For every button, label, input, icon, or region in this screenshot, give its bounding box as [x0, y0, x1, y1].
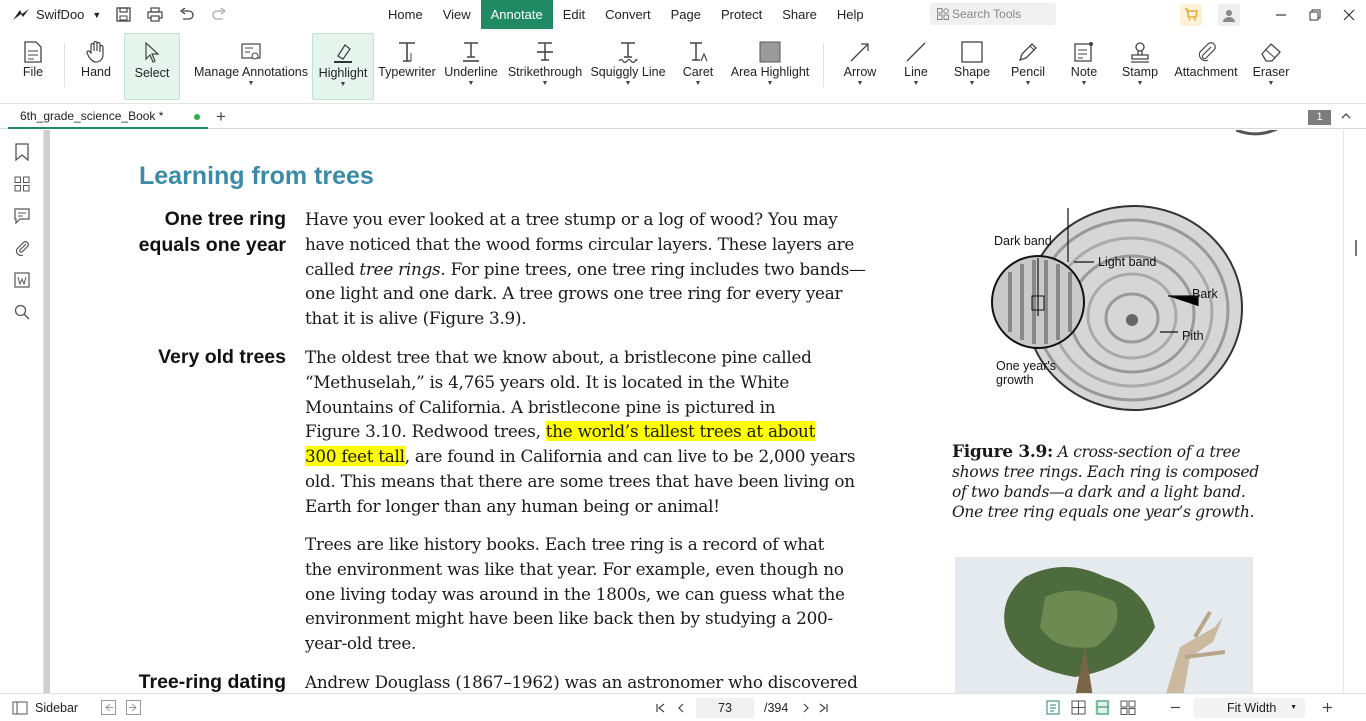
manage-annotations-dropdown-icon[interactable]: ▼ [247, 80, 255, 87]
text-line: that it is alive (Figure 3.9). [305, 308, 527, 329]
sidebar-toggle[interactable] [12, 694, 78, 721]
highlight-label: Highlight [318, 66, 368, 80]
area-highlight-icon [759, 41, 781, 63]
file-label: File [22, 65, 44, 79]
two-page-view-icon[interactable] [1071, 694, 1086, 721]
bookmark-icon[interactable] [12, 142, 32, 162]
highlight-dropdown-icon[interactable]: ▼ [339, 81, 347, 88]
text-run: . For pine trees, one tree ring includes two bands— [440, 258, 866, 279]
app-menu-caret-icon[interactable]: ▼ [92, 9, 102, 20]
shape-label: Shape [953, 65, 991, 79]
bristlecone-pine-photo [955, 557, 1253, 693]
zoom-out-icon[interactable] [1170, 694, 1181, 721]
sidehead-line: One tree ring [164, 208, 286, 230]
attachment-button[interactable] [1170, 33, 1242, 100]
left-sidebar [0, 130, 44, 693]
area-highlight-label: Area Highlight [730, 65, 810, 79]
paragraph-old-trees[interactable] [305, 345, 855, 519]
area-highlight-dropdown-icon[interactable]: ▼ [766, 80, 774, 87]
text-line: Mountains of California. A bristlecone pine is pictured in [305, 396, 776, 417]
note-label: Note [1070, 65, 1098, 79]
thumbnails-icon[interactable] [12, 174, 32, 194]
cursor-arrow-icon [144, 42, 160, 64]
typewriter-icon [397, 41, 417, 63]
ribbon-divider [823, 43, 824, 87]
menu-home[interactable]: Home [388, 7, 423, 22]
search-icon[interactable] [12, 302, 32, 322]
shape-button[interactable] [948, 33, 996, 100]
hand-label: Hand [81, 65, 111, 79]
highlight-button[interactable] [312, 33, 374, 100]
highlight-annotation[interactable]: the world’s tallest trees at about [545, 421, 816, 442]
eraser-button[interactable] [1248, 33, 1294, 100]
strikethrough-label: Strikethrough [507, 65, 583, 79]
pencil-button[interactable] [1006, 33, 1050, 100]
underline-icon [461, 41, 481, 63]
search-tools-icon [937, 8, 949, 20]
select-tool-button[interactable] [124, 33, 180, 100]
strikethrough-icon [535, 41, 555, 63]
document-tab-title: 6th_grade_science_Book * [20, 109, 164, 123]
hand-icon [86, 41, 106, 63]
arrow-label: Arrow [843, 65, 877, 79]
pith-mark [1126, 314, 1138, 326]
shape-dropdown-icon[interactable]: ▼ [968, 80, 976, 87]
vertical-scrollbar[interactable] [1343, 130, 1366, 693]
text-run: called [305, 258, 360, 279]
next-view-icon[interactable] [126, 694, 141, 721]
print-icon[interactable] [146, 6, 164, 24]
text-line: The oldest tree that we know about, a bristlecone pine called [305, 347, 812, 367]
sidebar-panel-icon [12, 701, 28, 715]
line-icon [905, 41, 927, 63]
text-line: Earth for longer than any human being or animal! [305, 495, 720, 516]
figure-label-light-band: Light band [1098, 255, 1157, 269]
swifdoo-logo-icon [12, 8, 30, 22]
zoom-value: Fit Width [1227, 700, 1277, 715]
squiggly-line-label: Squiggly Line [590, 65, 666, 79]
app-brand[interactable] [0, 7, 108, 22]
total-pages: /394 [764, 700, 789, 715]
unsaved-dot-icon [194, 114, 200, 120]
paperclip-icon [1195, 41, 1217, 63]
menu-help[interactable]: Help [836, 7, 864, 22]
line-label: Line [904, 65, 928, 79]
text-line: the environment was like that year. For example, even though no [305, 558, 844, 579]
previous-page-icon[interactable] [676, 694, 686, 721]
paragraph-tree-rings[interactable] [305, 207, 866, 331]
app-name: SwifDoo [36, 7, 85, 22]
pencil-icon [1017, 41, 1039, 63]
text-line: year-old tree. [305, 633, 417, 654]
squiggly-line-icon [617, 41, 639, 63]
note-dropdown-icon[interactable]: ▼ [1080, 80, 1088, 87]
menu-view[interactable]: View [442, 7, 471, 22]
pencil-dropdown-icon[interactable]: ▼ [1024, 80, 1032, 87]
underline-button[interactable] [442, 33, 500, 100]
pdf-page [50, 130, 1343, 693]
area-highlight-button[interactable] [728, 33, 812, 100]
arrow-icon [849, 41, 871, 63]
minimize-icon[interactable] [1264, 0, 1298, 29]
page-count-badge: 1 [1308, 110, 1331, 125]
squiggly-line-dropdown-icon[interactable]: ▼ [624, 80, 632, 87]
line-dropdown-icon[interactable]: ▼ [912, 80, 920, 87]
sidehead-tree-ring-dating: Tree-ring dating [138, 671, 286, 693]
figure-label-growth-1: One year's [996, 359, 1057, 373]
attachments-icon[interactable] [12, 238, 32, 258]
text-line: have noticed that the wood forms circular layers. These layers are [305, 233, 855, 254]
note-icon [1073, 41, 1095, 63]
stamp-icon [1129, 41, 1151, 63]
single-page-view-icon[interactable] [1046, 694, 1060, 721]
figure-label-growth-2: growth [996, 373, 1034, 387]
zoom-select-wrap [1193, 694, 1305, 721]
strikethrough-dropdown-icon[interactable]: ▼ [541, 80, 549, 87]
italic-term: tree rings [359, 258, 441, 279]
tree-cross-section-figure [970, 202, 1250, 412]
text-run: Figure 3.10. Redwood trees, [305, 421, 546, 442]
text-line: Andrew Douglass (1867–1962) was an astronomer who discovered [305, 672, 858, 692]
select-label: Select [134, 66, 170, 80]
manage-annotations-label: Manage Annotations [194, 65, 308, 79]
main-menu [378, 0, 874, 29]
attachment-label: Attachment [1174, 65, 1238, 79]
underline-dropdown-icon[interactable]: ▼ [467, 80, 475, 87]
first-page-icon[interactable] [656, 694, 666, 721]
close-icon[interactable] [1332, 0, 1366, 29]
menu-share[interactable]: Share [782, 7, 817, 22]
squiggly-line-button[interactable] [590, 33, 666, 100]
figure-caption-number: Figure 3.9: [952, 442, 1054, 462]
document-tab[interactable] [8, 104, 208, 129]
text-run: , are found in California and can live to be 2,000 years [404, 446, 856, 467]
sidehead-very-old-trees: Very old trees [158, 346, 286, 368]
figure-label-pith: Pith [1182, 329, 1204, 343]
caret-insert-icon [687, 41, 709, 63]
file-icon [24, 41, 42, 63]
title-bar [0, 0, 1366, 29]
zoom-select[interactable] [1193, 698, 1305, 718]
next-page-icon[interactable] [801, 694, 811, 721]
status-bar [0, 693, 1366, 720]
manage-annotations-button[interactable] [194, 33, 308, 100]
hand-tool-button[interactable] [74, 33, 118, 100]
zoom-dropdown-icon: ▼ [1290, 704, 1297, 711]
caret-dropdown-icon[interactable]: ▼ [694, 80, 702, 87]
paragraph-douglass[interactable] [305, 670, 858, 693]
search-tools-placeholder: Search Tools [952, 7, 1022, 21]
text-line: “Methuselah,” is 4,765 years old. It is located in the White [305, 371, 790, 392]
grid-view-icon[interactable] [1120, 694, 1136, 721]
strikethrough-button[interactable] [506, 33, 584, 100]
current-page-input[interactable]: 73 [696, 698, 754, 718]
cart-icon[interactable] [1180, 4, 1202, 26]
stamp-button[interactable] [1116, 33, 1164, 100]
sidehead-line: equals one year [138, 234, 286, 256]
note-button[interactable] [1064, 33, 1104, 100]
file-button[interactable] [12, 33, 54, 100]
highlight-annotation[interactable]: 300 feet tall [305, 446, 405, 467]
search-tools-input[interactable] [930, 3, 1056, 25]
undo-icon[interactable] [178, 6, 196, 24]
user-avatar-icon[interactable] [1218, 4, 1240, 26]
restore-icon[interactable] [1298, 0, 1332, 29]
text-line: Trees are like history books. Each tree ring is a record of what [305, 534, 825, 554]
typewriter-label: Typewriter [378, 65, 436, 79]
prev-view-icon[interactable] [101, 694, 116, 721]
figure-label-dark-band: Dark band [994, 234, 1052, 248]
stamp-label: Stamp [1121, 65, 1159, 79]
eraser-dropdown-icon[interactable]: ▼ [1267, 80, 1275, 87]
menu-convert[interactable]: Convert [605, 7, 651, 22]
menu-protect[interactable]: Protect [721, 7, 763, 22]
arrow-dropdown-icon[interactable]: ▼ [856, 80, 864, 87]
menu-page[interactable]: Page [670, 7, 701, 22]
section-heading: Learning from trees [139, 162, 374, 190]
highlighter-icon [332, 42, 354, 64]
collapse-chevron-icon[interactable] [1340, 109, 1352, 127]
sidehead-tree-ring [50, 206, 286, 258]
sidebar-label: Sidebar [35, 700, 79, 715]
menu-edit[interactable]: Edit [562, 7, 586, 22]
text-line: one light and one dark. A tree grows one tree ring for every year [305, 283, 843, 304]
eraser-icon [1260, 41, 1282, 63]
text-line [305, 444, 855, 469]
annotate-ribbon [0, 29, 1366, 104]
last-page-icon[interactable] [818, 694, 828, 721]
comments-icon[interactable] [12, 206, 32, 226]
arrow-button[interactable] [836, 33, 884, 100]
ribbon-divider [64, 43, 65, 87]
figure-caption [952, 442, 1262, 522]
zoom-in-icon[interactable] [1322, 694, 1333, 721]
menu-annotate[interactable]: Annotate [481, 0, 553, 29]
caret-button[interactable] [674, 33, 722, 100]
figure-caption-text: A cross-section of a tree shows tree rings. Each ring is composed of two bands—a dark and a light band. One tree ring equals one year’s growth. [952, 443, 1259, 521]
previous-figure-edge [1236, 130, 1336, 136]
text-line: one living today was around in the 1800s, we can guess what the [305, 583, 845, 604]
typewriter-button[interactable] [378, 33, 436, 100]
eraser-label: Eraser [1252, 65, 1290, 79]
pencil-label: Pencil [1010, 65, 1046, 79]
word-count-icon[interactable] [12, 270, 32, 290]
add-tab-icon[interactable]: + [216, 107, 226, 126]
document-tab-strip [0, 104, 1366, 129]
caret-label: Caret [682, 65, 714, 79]
text-line: old. This means that there are some trees that have been living on [305, 470, 855, 491]
save-icon[interactable] [114, 6, 132, 24]
redo-icon[interactable] [210, 6, 228, 24]
underline-label: Underline [444, 65, 498, 79]
scrollbar-thumb[interactable] [1355, 240, 1357, 256]
paragraph-history-books[interactable] [305, 532, 845, 656]
text-line [305, 257, 866, 282]
line-button[interactable] [896, 33, 936, 100]
continuous-view-icon[interactable] [1095, 694, 1110, 721]
figure-label-bark: Bark [1192, 287, 1218, 301]
text-line: Have you ever looked at a tree stump or a log of wood? You may [305, 209, 838, 229]
manage-annotations-icon [241, 43, 261, 63]
text-line: environment might have been like back then by studying a 200- [305, 608, 833, 629]
rectangle-shape-icon [961, 41, 983, 63]
stamp-dropdown-icon[interactable]: ▼ [1136, 80, 1144, 87]
text-line [305, 419, 855, 444]
page-number-group [696, 694, 754, 721]
